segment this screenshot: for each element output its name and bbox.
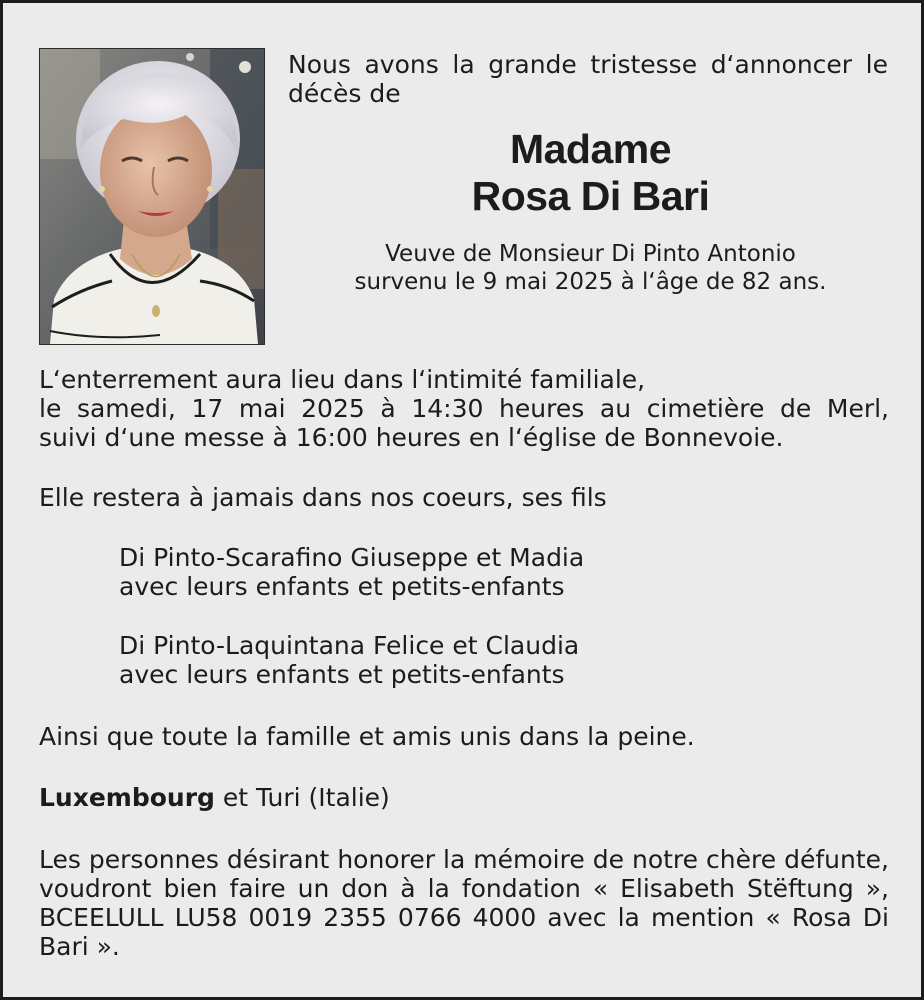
places-line xyxy=(39,783,390,812)
funeral-line-3: suivi d‘une messe à 16:00 heures en l‘église de Bonnevoie. xyxy=(39,423,784,452)
family-2-names: Di Pinto-Laquintana Felice et Claudia xyxy=(119,631,580,660)
deceased-name-block xyxy=(353,126,828,220)
donation-text: Les personnes désirant honorer la mémoire de notre chère défunte, voudront bien faire un don à la fondation « Elisabeth Stëftung », BCEELULL LU58 0019 2355 0766 4000 avec la mention « Rosa Di Bari ». xyxy=(39,845,889,961)
deceased-title: Madame xyxy=(509,126,672,172)
intro-text: Nous avons la grande tristesse d‘annoncer le décès de xyxy=(288,50,888,108)
family-2-descendants: avec leurs enfants et petits-enfants xyxy=(119,660,565,689)
widow-line: Veuve de Monsieur Di Pinto Antonio xyxy=(385,241,796,267)
others-text: Ainsi que toute la famille et amis unis dans la peine. xyxy=(39,722,695,751)
places-rest: et Turi (Italie) xyxy=(214,783,390,812)
portrait-photo xyxy=(39,48,265,345)
family-1-names: Di Pinto-Scarafino Giuseppe et Madia xyxy=(119,543,585,572)
remembrance-text: Elle restera à jamais dans nos coeurs, ses fils xyxy=(39,483,607,512)
city-name: Luxembourg xyxy=(39,783,215,812)
family-1-descendants: avec leurs enfants et petits-enfants xyxy=(119,572,565,601)
funeral-line-2: le samedi, 17 mai 2025 à 14:30 heures au cimetière de Merl, xyxy=(39,394,889,423)
deceased-name: Rosa Di Bari xyxy=(471,173,710,219)
death-line: survenu le 9 mai 2025 à l‘âge de 82 ans. xyxy=(354,269,827,295)
funeral-line-1: L‘enterrement aura lieu dans l‘intimité familiale, xyxy=(39,365,646,394)
